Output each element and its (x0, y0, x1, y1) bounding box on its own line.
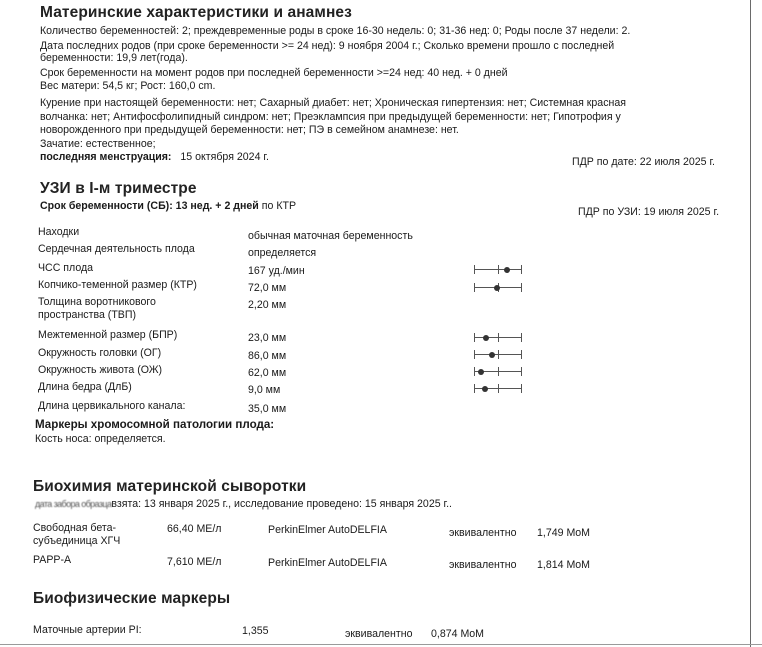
gestational-age: Срок беременности (СБ): 13 нед. + 2 дней (40, 200, 259, 212)
us-label-findings: Находки (38, 226, 80, 238)
page-border-right (750, 0, 751, 647)
conception-line: Зачатие: естественное; (40, 138, 156, 150)
chromosomal-markers-title: Маркеры хромосомной патологии плода: (35, 418, 275, 431)
page-border-bottom (0, 644, 762, 645)
range-plot-heart-rate (474, 265, 522, 274)
nasal-bone-line: Кость носа: определяется. (35, 433, 166, 445)
lmp-line (40, 151, 269, 164)
sample-date-smudged-text: дата забора образца (35, 499, 112, 509)
us-label-heart-rate: ЧСС плода (38, 262, 94, 274)
us-label-nt: Толщина воротникового (38, 296, 156, 308)
range-dot-hc (489, 352, 495, 358)
biochem-mom-pappa: 1,814 MoM (537, 559, 590, 571)
biochem-device-hcg: PerkinElmer AutoDELFIA (268, 524, 387, 536)
risk-factors-line: Курение при настоящей беременности: нет; Сахарный диабет: нет; Хроническая гипертензия: нет; Системная красная (40, 97, 626, 109)
lmp-label: последняя менструация: (40, 151, 172, 163)
us-value-heart-rate: 167 уд./мин (248, 265, 305, 277)
range-dot-crl (494, 285, 500, 291)
range-plot-bpd (474, 333, 522, 342)
biochem-name-hcg: Свободная бета- (33, 522, 117, 534)
risk-factors-line-3: новорожденного при предыдущей беременности: нет; ПЭ в семейном анамнезе: нет. (40, 124, 459, 136)
range-dot-heart-rate (504, 267, 510, 273)
us-value-fl: 9,0 мм (248, 384, 281, 396)
biophys-title: Биофизические маркеры (33, 590, 231, 607)
us-value-heart-activity: определяется (248, 247, 317, 259)
us-value-ac: 62,0 мм (248, 367, 287, 379)
us-value-cervix: 35,0 мм (248, 403, 287, 415)
us-label-nt-2: пространства (ТВП) (38, 309, 137, 321)
biochem-value-pappa: 7,610 МЕ/л (167, 556, 222, 568)
biochem-mom-hcg: 1,749 MoM (537, 527, 590, 539)
us-value-nt: 2,20 мм (248, 299, 287, 311)
last-birth-line: Дата последних родов (при сроке беременности >= 24 нед): 9 ноября 2004 г.; Сколько времени прошло с последней (40, 40, 615, 52)
biochem-title: Биохимия материнской сыворотки (33, 478, 307, 495)
edd-by-ultrasound: ПДР по УЗИ: 19 июля 2025 г. (578, 206, 720, 218)
gestational-age-line (40, 200, 296, 213)
pregnancy-count-line: Количество беременностей: 2; преждевременные роды в сроке 16-30 недель: 0; 31-36 нед: 0; Роды после 37 недели: 2. (40, 25, 631, 37)
us-value-findings: обычная маточная беременность (248, 230, 413, 242)
us-value-bpd: 23,0 мм (248, 332, 287, 344)
risk-factors-line-2: волчанка: нет; Антифосфолипидный синдром: нет; Преэклампсия при предыдущей беременности: нет; Гипотрофия у (40, 111, 621, 123)
biochem-equiv-hcg: эквивалентно (449, 527, 517, 539)
us-label-cervix: Длина цервикального канала: (38, 400, 186, 412)
gestational-age-method: по КТР (258, 200, 297, 212)
ultrasound-title: УЗИ в I-м триместре (40, 180, 197, 197)
last-ga-line: Срок беременности на момент родов при последней беременности >=24 нед: 40 нед. + 0 дней (40, 67, 508, 79)
uterine-pi-mom: 0,874 MoM (431, 628, 484, 640)
uterine-pi-label: Маточные артерии PI: (33, 624, 142, 636)
biochem-name-pappa: PAPP-A (33, 554, 72, 566)
range-dot-ac (478, 369, 484, 375)
range-plot-hc (474, 350, 522, 359)
biochem-value-hcg: 66,40 МЕ/л (167, 523, 222, 535)
range-plot-crl (474, 283, 522, 292)
us-label-ac: Окружность живота (ОЖ) (38, 364, 163, 376)
biochem-name-hcg-2: субъединица ХГЧ (33, 535, 121, 547)
uterine-pi-value: 1,355 (242, 625, 269, 637)
lmp-value: 15 октября 2024 г. (180, 151, 269, 163)
last-birth-line-2: беременности: 19,9 лет(года). (40, 52, 188, 64)
us-label-heart-activity: Сердечная деятельность плода (38, 243, 195, 255)
us-label-fl: Длина бедра (ДлБ) (38, 381, 132, 393)
range-dot-fl (482, 386, 488, 392)
range-dot-bpd (483, 335, 489, 341)
biochem-equiv-pappa: эквивалентно (449, 559, 517, 571)
uterine-pi-equiv: эквивалентно (345, 628, 413, 640)
us-value-hc: 86,0 мм (248, 350, 287, 362)
us-label-bpd: Межтеменной размер (БПР) (38, 329, 178, 341)
biochem-device-pappa: PerkinElmer AutoDELFIA (268, 557, 387, 569)
anamnesis-title: Материнские характеристики и анамнез (40, 4, 352, 21)
edd-by-date: ПДР по дате: 22 июля 2025 г. (572, 156, 715, 168)
sample-date-line (35, 498, 452, 511)
sample-date-text: взята: 13 января 2025 г., исследование проведено: 15 января 2025 г.. (111, 498, 453, 510)
us-label-hc: Окружность головки (ОГ) (38, 347, 162, 359)
range-plot-ac (474, 367, 522, 376)
us-label-crl: Копчико-теменной размер (КТР) (38, 279, 197, 291)
us-value-crl: 72,0 мм (248, 282, 287, 294)
range-plot-fl (474, 384, 522, 393)
weight-height-line: Вес матери: 54,5 кг; Рост: 160,0 cm. (40, 80, 216, 92)
